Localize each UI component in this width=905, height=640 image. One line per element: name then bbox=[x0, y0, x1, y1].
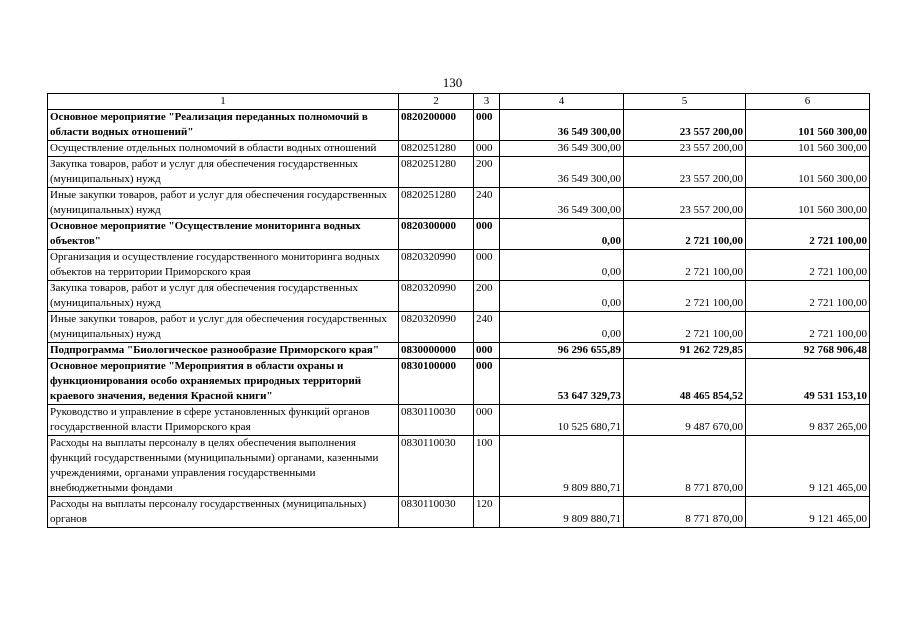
table-row bbox=[48, 497, 870, 528]
row-type-cell: 000 bbox=[474, 250, 500, 281]
row-name-cell: Основное мероприятие "Мероприятия в области охраны и функционирования особо охраняемых природных территорий краевого значения, ведения Красной книги" bbox=[48, 359, 399, 405]
row-name-cell: Закупка товаров, работ и услуг для обеспечения государственных (муниципальных) нужд bbox=[48, 281, 399, 312]
table-row bbox=[48, 281, 870, 312]
row-value-4-cell: 36 549 300,00 bbox=[500, 157, 624, 188]
row-value-4-cell: 36 549 300,00 bbox=[500, 188, 624, 219]
row-code-cell: 0820320990 bbox=[399, 281, 474, 312]
column-header: 1 bbox=[48, 94, 399, 110]
row-value-5-cell: 48 465 854,52 bbox=[624, 359, 746, 405]
column-header: 3 bbox=[474, 94, 500, 110]
row-value-5-cell: 23 557 200,00 bbox=[624, 157, 746, 188]
row-value-6-cell: 101 560 300,00 bbox=[746, 110, 870, 141]
row-type-cell: 000 bbox=[474, 343, 500, 359]
row-value-5-cell: 23 557 200,00 bbox=[624, 141, 746, 157]
table-row bbox=[48, 188, 870, 219]
table-row bbox=[48, 343, 870, 359]
row-name-cell: Организация и осуществление государственного мониторинга водных объектов на территории Приморского края bbox=[48, 250, 399, 281]
row-code-cell: 0830110030 bbox=[399, 497, 474, 528]
row-code-cell: 0830110030 bbox=[399, 405, 474, 436]
table-row bbox=[48, 359, 870, 405]
table-row bbox=[48, 141, 870, 157]
row-code-cell: 0820300000 bbox=[399, 219, 474, 250]
row-value-5-cell: 9 487 670,00 bbox=[624, 405, 746, 436]
row-value-5-cell: 8 771 870,00 bbox=[624, 436, 746, 497]
column-header: 5 bbox=[624, 94, 746, 110]
row-value-6-cell: 9 837 265,00 bbox=[746, 405, 870, 436]
row-code-cell: 0820251280 bbox=[399, 141, 474, 157]
row-type-cell: 240 bbox=[474, 188, 500, 219]
row-type-cell: 200 bbox=[474, 281, 500, 312]
column-header: 6 bbox=[746, 94, 870, 110]
column-header: 2 bbox=[399, 94, 474, 110]
row-value-4-cell: 0,00 bbox=[500, 250, 624, 281]
row-value-6-cell: 101 560 300,00 bbox=[746, 141, 870, 157]
row-code-cell: 0830000000 bbox=[399, 343, 474, 359]
row-type-cell: 200 bbox=[474, 157, 500, 188]
row-name-cell: Иные закупки товаров, работ и услуг для обеспечения государственных (муниципальных) нужд bbox=[48, 188, 399, 219]
table-row bbox=[48, 157, 870, 188]
column-header: 4 bbox=[500, 94, 624, 110]
row-name-cell: Иные закупки товаров, работ и услуг для обеспечения государственных (муниципальных) нужд bbox=[48, 312, 399, 343]
row-code-cell: 0820251280 bbox=[399, 157, 474, 188]
row-name-cell: Основное мероприятие "Реализация переданных полномочий в области водных отношений" bbox=[48, 110, 399, 141]
table-row bbox=[48, 405, 870, 436]
row-value-5-cell: 8 771 870,00 bbox=[624, 497, 746, 528]
row-type-cell: 000 bbox=[474, 219, 500, 250]
row-code-cell: 0820320990 bbox=[399, 312, 474, 343]
row-value-5-cell: 2 721 100,00 bbox=[624, 250, 746, 281]
row-type-cell: 240 bbox=[474, 312, 500, 343]
row-value-4-cell: 0,00 bbox=[500, 219, 624, 250]
table-row bbox=[48, 312, 870, 343]
row-type-cell: 000 bbox=[474, 141, 500, 157]
row-value-6-cell: 2 721 100,00 bbox=[746, 219, 870, 250]
row-value-5-cell: 2 721 100,00 bbox=[624, 219, 746, 250]
row-code-cell: 0830100000 bbox=[399, 359, 474, 405]
row-value-4-cell: 0,00 bbox=[500, 312, 624, 343]
row-value-6-cell: 49 531 153,10 bbox=[746, 359, 870, 405]
row-code-cell: 0820200000 bbox=[399, 110, 474, 141]
row-value-4-cell: 0,00 bbox=[500, 281, 624, 312]
row-type-cell: 120 bbox=[474, 497, 500, 528]
row-value-5-cell: 2 721 100,00 bbox=[624, 281, 746, 312]
row-name-cell: Расходы на выплаты персоналу государственных (муниципальных) органов bbox=[48, 497, 399, 528]
row-name-cell: Осуществление отдельных полномочий в области водных отношений bbox=[48, 141, 399, 157]
row-value-4-cell: 36 549 300,00 bbox=[500, 141, 624, 157]
row-type-cell: 100 bbox=[474, 436, 500, 497]
page-number: 130 bbox=[442, 75, 463, 90]
row-value-6-cell: 2 721 100,00 bbox=[746, 250, 870, 281]
row-code-cell: 0830110030 bbox=[399, 436, 474, 497]
row-value-5-cell: 91 262 729,85 bbox=[624, 343, 746, 359]
table-row bbox=[48, 110, 870, 141]
row-type-cell: 000 bbox=[474, 405, 500, 436]
row-value-4-cell: 9 809 880,71 bbox=[500, 497, 624, 528]
budget-table bbox=[47, 93, 870, 528]
table-row bbox=[48, 250, 870, 281]
row-value-6-cell: 2 721 100,00 bbox=[746, 312, 870, 343]
row-value-6-cell: 9 121 465,00 bbox=[746, 436, 870, 497]
row-name-cell: Основное мероприятие "Осуществление мониторинга водных объектов" bbox=[48, 219, 399, 250]
table-row bbox=[48, 219, 870, 250]
row-value-6-cell: 2 721 100,00 bbox=[746, 281, 870, 312]
table-body bbox=[48, 94, 870, 528]
row-value-5-cell: 23 557 200,00 bbox=[624, 110, 746, 141]
row-value-5-cell: 2 721 100,00 bbox=[624, 312, 746, 343]
row-value-4-cell: 9 809 880,71 bbox=[500, 436, 624, 497]
table-row bbox=[48, 436, 870, 497]
row-value-4-cell: 53 647 329,73 bbox=[500, 359, 624, 405]
row-name-cell: Руководство и управление в сфере установленных функций органов государственной власти Приморского края bbox=[48, 405, 399, 436]
row-value-4-cell: 10 525 680,71 bbox=[500, 405, 624, 436]
row-value-6-cell: 92 768 906,48 bbox=[746, 343, 870, 359]
row-value-5-cell: 23 557 200,00 bbox=[624, 188, 746, 219]
row-type-cell: 000 bbox=[474, 359, 500, 405]
row-code-cell: 0820320990 bbox=[399, 250, 474, 281]
row-name-cell: Подпрограмма "Биологическое разнообразие Приморского края" bbox=[48, 343, 399, 359]
row-value-6-cell: 9 121 465,00 bbox=[746, 497, 870, 528]
row-code-cell: 0820251280 bbox=[399, 188, 474, 219]
row-name-cell: Расходы на выплаты персоналу в целях обеспечения выполнения функций государственными (муниципальными) органами, казенными учреждениями, органами управления государственными внебюджетными фондами bbox=[48, 436, 399, 497]
column-number-row bbox=[48, 94, 870, 110]
row-value-4-cell: 36 549 300,00 bbox=[500, 110, 624, 141]
row-type-cell: 000 bbox=[474, 110, 500, 141]
row-value-4-cell: 96 296 655,89 bbox=[500, 343, 624, 359]
row-name-cell: Закупка товаров, работ и услуг для обеспечения государственных (муниципальных) нужд bbox=[48, 157, 399, 188]
row-value-6-cell: 101 560 300,00 bbox=[746, 188, 870, 219]
row-value-6-cell: 101 560 300,00 bbox=[746, 157, 870, 188]
